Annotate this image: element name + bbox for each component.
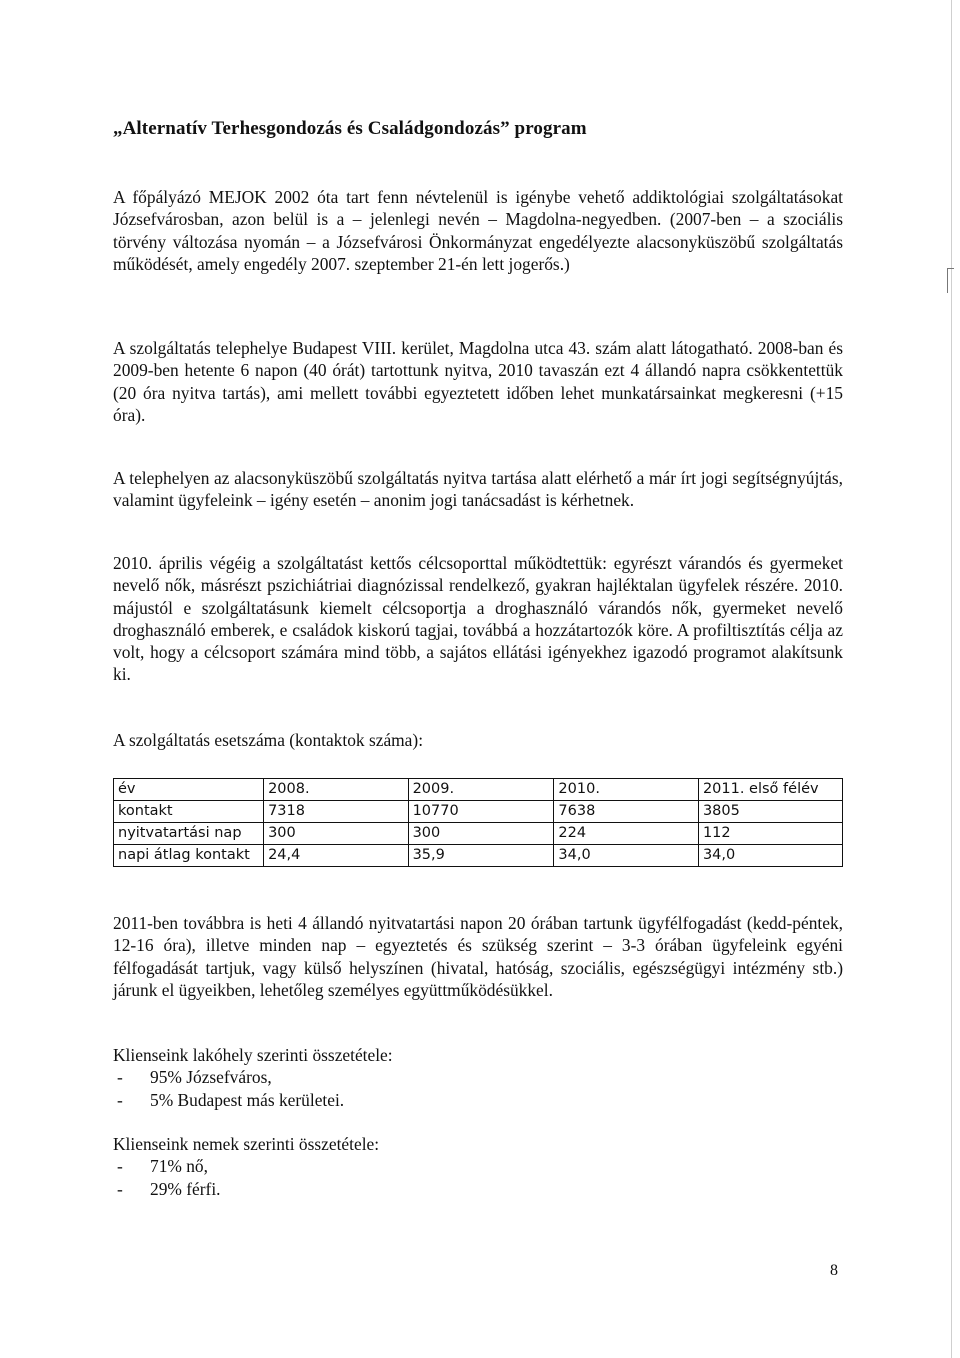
table-cell: 2010.	[554, 779, 699, 801]
table-cell: év	[114, 779, 264, 801]
table-cell: 34,0	[698, 845, 842, 867]
table-row	[114, 823, 843, 845]
document-title: „Alternatív Terhesgondozás és Családgondozás” program	[113, 118, 587, 139]
residence-list-title: Klienseink lakóhely szerinti összetétele:	[113, 1045, 393, 1065]
list-bullet: -	[117, 1178, 123, 1199]
list-item	[113, 1155, 843, 1177]
page-number: 8	[830, 1262, 838, 1279]
table-caption: A szolgáltatás esetszáma (kontaktok száma):	[113, 730, 424, 750]
table-cell: kontakt	[114, 801, 264, 823]
list-item	[113, 1066, 843, 1088]
table-cell: 24,4	[264, 845, 409, 867]
list-item-text: 95% Józsefváros,	[150, 1067, 272, 1088]
scan-edge-mark	[947, 268, 954, 293]
residence-list	[113, 1044, 843, 1111]
table-cell: 2009.	[408, 779, 554, 801]
gender-list-title: Klienseink nemek szerinti összetétele:	[113, 1134, 380, 1154]
list-item	[113, 1089, 843, 1111]
table-cell: 7318	[264, 801, 409, 823]
list-item	[113, 1178, 843, 1200]
list-bullet: -	[117, 1156, 123, 1177]
gender-list	[113, 1133, 843, 1200]
table-cell: napi átlag kontakt	[114, 845, 264, 867]
table-cell: 2011. első félév	[698, 779, 842, 801]
list-item-text: 5% Budapest más kerületei.	[150, 1089, 345, 1110]
table-row	[114, 845, 843, 867]
list-item-text: 29% férfi.	[150, 1178, 221, 1199]
table-cell: 10770	[408, 801, 554, 823]
paragraph-intro: A főpályázó MEJOK 2002 óta tart fenn névtelenül is igénybe vehető addiktológiai szolgáltatásokat Józsefvárosban, azon belül is a – jelenlegi nevén – Magdolna-negyedben. (2007-ben – a szociális törvény változása nyomán – a Józsefvárosi Önkormányzat engedélyezte alacsonyküszöbű szolgáltatás működését, amely engedély 2007. szeptember 21-én lett jogerős.)	[113, 187, 843, 274]
page-edge-line	[951, 0, 952, 1358]
table-cell: nyitvatartási nap	[114, 823, 264, 845]
paragraph-legal-aid: A telephelyen az alacsonyküszöbű szolgáltatás nyitva tartása alatt elérhető a már írt jogi segítségnyújtás, valamint ügyfeleink – igény esetén – anonim jogi tanácsadást is kérhetnek.	[113, 468, 843, 511]
paragraph-2011-hours: 2011-ben továbbra is heti 4 állandó nyitvatartási napon 20 órában tartunk ügyfélfogadást (kedd-péntek, 12-16 óra), illetve minden nap – egyeztetés és szükség szerint – 3-3 órában ügyfeleink egyéni félfogadását tartjuk, vagy külső helyszínen (hivatal, hatóság, szociális, egészségügyi intézmény stb.) járunk el ügyeikben, lehetőleg személyes együttműködésükkel.	[113, 913, 843, 1000]
table-cell: 300	[264, 823, 409, 845]
table-row	[114, 801, 843, 823]
table-cell: 7638	[554, 801, 699, 823]
table-cell: 224	[554, 823, 699, 845]
paragraph-location: A szolgáltatás telephelye Budapest VIII. kerület, Magdolna utca 43. szám alatt látogatható. 2008-ban és 2009-ben hetente 6 napon (40 órát) tartottunk nyitva, 2010 tavaszán ezt 4 állandó napra csökkentettük (20 óra nyitva tartás), ami mellett további egyeztetett időben lehet munkatársainkat megkeresni (+15 óra).	[113, 338, 843, 425]
table-cell: 35,9	[408, 845, 554, 867]
table-cell: 3805	[698, 801, 842, 823]
list-item-text: 71% nő,	[150, 1156, 208, 1177]
table-cell: 300	[408, 823, 554, 845]
list-bullet: -	[117, 1067, 123, 1088]
table-cell: 34,0	[554, 845, 699, 867]
table-cell: 2008.	[264, 779, 409, 801]
table-row	[114, 779, 843, 801]
case-count-table	[113, 778, 843, 867]
paragraph-target-groups: 2010. április végéig a szolgáltatást kettős célcsoporttal működtettük: egyrészt várandós és gyermeket nevelő nők, másrészt pszichiátriai diagnózissal rendelkező, gyakran hajléktalan ügyfelek részére. 2010. májustól e szolgáltatásunk kiemelt célcsoportja a droghasználó várandós nők, gyermeket nevelő droghasználó emberek, e családok kiskorú tagjai, továbbá a hozzátartozók köre. A profiltisztítás célja az volt, hogy a célcsoport számára mind több, a sajátos ellátási igényekhez igazodó programot alakítsunk ki.	[113, 553, 843, 685]
table-cell: 112	[698, 823, 842, 845]
list-bullet: -	[117, 1089, 123, 1110]
